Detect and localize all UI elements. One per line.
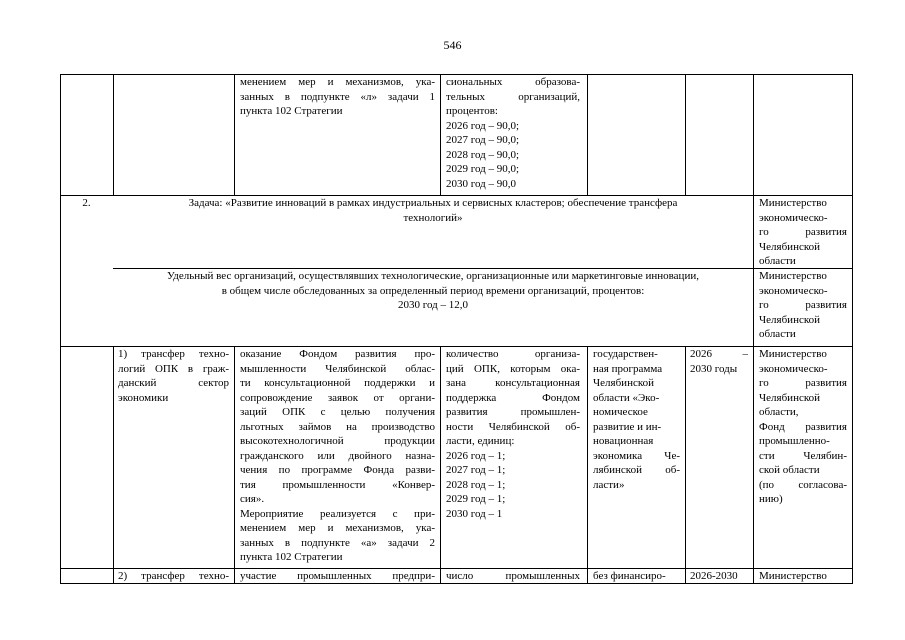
column-divider xyxy=(113,74,114,195)
indicator-text: Удельный вес организаций, осуществлявших технологические, организационные или маркетинговые инновации, в общем числе обследованных за определенный период времени организаций, процентов: 2030 год – 12,0 xyxy=(167,270,699,311)
task-number: 2. xyxy=(82,197,91,209)
column-divider xyxy=(113,346,114,583)
column-divider xyxy=(753,74,754,583)
column-divider xyxy=(685,346,686,583)
column-divider xyxy=(234,346,235,583)
table-border-right xyxy=(852,74,853,583)
task-responsible: Министерство экономическо- го развития Челябинской области xyxy=(759,197,847,267)
column-divider xyxy=(234,74,235,195)
measure2-period: 2026-2030 xyxy=(690,570,738,582)
measure1-program: государствен- ная программа Челябинской области «Эко- номическое развитие и ин- новационная экономика Че- лябинской об- ласти» xyxy=(593,348,680,491)
column-divider xyxy=(587,74,588,195)
column-divider xyxy=(440,346,441,583)
measure1-period: 2026 – 2030 годы xyxy=(690,348,748,375)
measure1-title: 1) трансфер техно- логий ОПК в граж- данский сектор экономики xyxy=(118,348,229,404)
measure1-indicator: количество организа- ций ОПК, которым ока- зана консультационная поддержка Фондом развития промышлен- ности Челябинской об- ласти, единиц: 2026 год – 1; 2027 год – 1; 2028 год – 1; 2029 год – 1; 2030 год – 1 xyxy=(446,348,580,520)
measure2-program: без финансиро- xyxy=(593,570,666,582)
column-divider xyxy=(685,74,686,195)
measure2-indicator: число промышленных xyxy=(446,570,580,582)
measure2-responsible: Министерство xyxy=(759,570,827,582)
task-text: Задача: «Развитие инноваций в рамках индустриальных и сервисных кластеров; обеспечение трансфера технологий» xyxy=(188,197,678,224)
measure2-description: участие промышленных предпри- xyxy=(240,570,435,582)
column-divider xyxy=(440,74,441,195)
measure1-description: оказание Фондом развития про- мышленности Челябинской облас- ти консультационной поддержки и сопровождение заявок от органи- заций ОПК с целью получения льготных займов на производство высокотехнологичной продукции гражданского или двойного назна- чения по программе Фонда разви- тия промышленности «Конвер- сия». Мероприятие реализуется с при- менением мер и механизмов, ука- занных в подпункте «а» задачи 2 пункта 102 Стратегии xyxy=(240,348,435,563)
measure1-responsible: Министерство экономическо- го развития Челябинской области, Фонд развития промышленно- сти Челябин- ской области (по согласова- нию) xyxy=(759,348,847,505)
table-border-left xyxy=(60,74,61,583)
row1-indicator: сиональных образова- тельных организаций, процентов: 2026 год – 90,0; 2027 год – 90,0; 2028 год – 90,0; 2029 год – 90,0; 2030 год – 90,0 xyxy=(446,76,580,190)
measure2-title: 2) трансфер техно- xyxy=(118,570,229,582)
page-number: 546 xyxy=(443,38,462,52)
row1-measure-description: менением мер и механизмов, ука- занных в подпункте «л» задачи 1 пункта 102 Стратегии xyxy=(240,76,435,117)
indicator-responsible: Министерство экономическо- го развития Челябинской области xyxy=(759,270,847,340)
column-divider xyxy=(587,346,588,583)
